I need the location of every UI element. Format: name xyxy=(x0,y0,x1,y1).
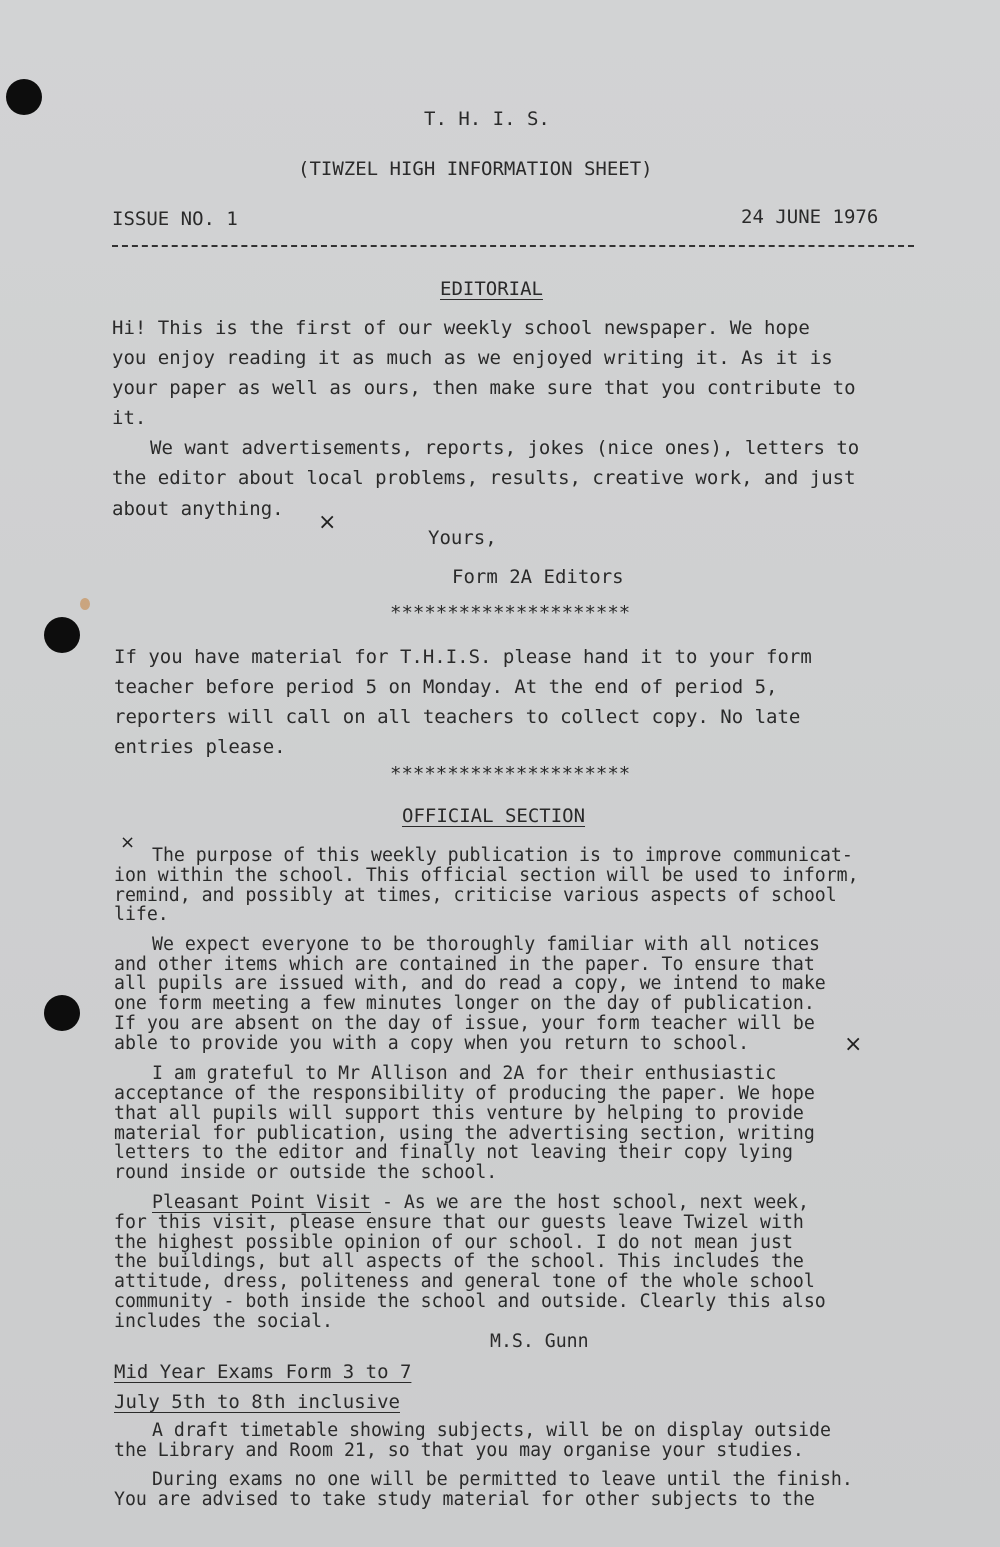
punch-hole-middle xyxy=(44,617,80,653)
text-line: the buildings, but all aspects of the school. This includes the xyxy=(114,1251,804,1272)
separator: ********************* xyxy=(390,763,631,785)
text-line: acceptance of the responsibility of producing the paper. We hope xyxy=(114,1083,815,1104)
text-line xyxy=(152,1193,809,1213)
text-line: letters to the editor and finally not leaving their copy lying xyxy=(114,1142,793,1163)
exams-heading: Mid Year Exams Form 3 to 7 xyxy=(114,1361,412,1383)
text-line: attitude, dress, politeness and general tone of the whole school xyxy=(114,1271,815,1292)
handwritten-x-mark: × xyxy=(120,832,136,853)
handwritten-x-mark: × xyxy=(844,1032,863,1057)
text-line: it. xyxy=(112,407,147,429)
text-line: Hi! This is the first of our weekly school newspaper. We hope xyxy=(112,317,810,339)
text-line: ion within the school. This official section will be used to inform, xyxy=(114,865,859,886)
text-line: the highest possible opinion of our school. I do not mean just xyxy=(114,1232,793,1253)
text-line: your paper as well as ours, then make sure that you contribute to xyxy=(112,377,856,399)
text-line: The purpose of this weekly publication is to improve communicat- xyxy=(152,845,853,866)
text-line: teacher before period 5 on Monday. At the end of period 5, xyxy=(114,676,778,698)
text-line: that all pupils will support this venture by helping to provide xyxy=(114,1103,804,1124)
text-line: I am grateful to Mr Allison and 2A for their enthusiastic xyxy=(152,1063,777,1084)
text-line: We expect everyone to be thoroughly familiar with all notices xyxy=(152,934,820,955)
separator: ********************* xyxy=(390,602,631,624)
handwritten-x-mark: × xyxy=(318,510,337,535)
text-line: one form meeting a few minutes longer on the day of publication. xyxy=(114,993,815,1014)
editorial-signature: Form 2A Editors xyxy=(452,566,624,588)
newsletter-subtitle: (TIWZEL HIGH INFORMATION SHEET) xyxy=(298,158,653,180)
issue-date: 24 JUNE 1976 xyxy=(741,206,879,228)
text-line: and other items which are contained in the paper. To ensure that xyxy=(114,954,815,975)
text-line: you enjoy reading it as much as we enjoyed writing it. As it is xyxy=(112,347,833,369)
text-line: You are advised to take study material for other subjects to the xyxy=(114,1489,815,1510)
text-line: material for publication, using the advertising section, writing xyxy=(114,1123,815,1144)
text-line: for this visit, please ensure that our guests leave Twizel with xyxy=(114,1212,804,1233)
official-signature: M.S. Gunn xyxy=(490,1331,589,1352)
official-section-heading: OFFICIAL SECTION xyxy=(402,805,586,827)
text-line: the Library and Room 21, so that you may organise your studies. xyxy=(114,1440,804,1461)
text-line: If you are absent on the day of issue, your form teacher will be xyxy=(114,1013,815,1034)
paper-stain xyxy=(80,598,90,610)
issue-number: ISSUE NO. 1 xyxy=(112,208,238,230)
visit-title: Pleasant Point Visit xyxy=(152,1192,371,1213)
exams-dates-heading: July 5th to 8th inclusive xyxy=(114,1391,400,1413)
text-line: remind, and possibly at times, criticise various aspects of school xyxy=(114,885,837,906)
text-line: reporters will call on all teachers to collect copy. No late xyxy=(114,706,801,728)
editorial-heading: EDITORIAL xyxy=(440,278,543,300)
newsletter-title: T. H. I. S. xyxy=(424,108,550,130)
text-line: round inside or outside the school. xyxy=(114,1162,498,1183)
punch-hole-top xyxy=(6,79,42,115)
text-line: A draft timetable showing subjects, will be on display outside xyxy=(152,1420,831,1441)
text-line: If you have material for T.H.I.S. please hand it to your form xyxy=(114,646,812,668)
text-line: all pupils are issued with, and do read a copy, we intend to make xyxy=(114,973,826,994)
visit-first-line: - As we are the host school, next week, xyxy=(371,1192,809,1213)
text-line: life. xyxy=(114,904,169,925)
text-line: During exams no one will be permitted to leave until the finish. xyxy=(152,1469,853,1490)
text-line: community - both inside the school and outside. Clearly this also xyxy=(114,1291,826,1312)
editorial-closing: Yours, xyxy=(428,527,497,549)
text-line: the editor about local problems, results, creative work, and just xyxy=(112,467,856,489)
text-line: able to provide you with a copy when you return to school. xyxy=(114,1033,750,1054)
text-line: We want advertisements, reports, jokes (nice ones), letters to xyxy=(150,437,860,459)
punch-hole-bottom xyxy=(44,995,80,1031)
text-line: includes the social. xyxy=(114,1311,333,1332)
header-divider xyxy=(112,245,914,247)
text-line: about anything. xyxy=(112,498,284,520)
text-line: entries please. xyxy=(114,736,286,758)
